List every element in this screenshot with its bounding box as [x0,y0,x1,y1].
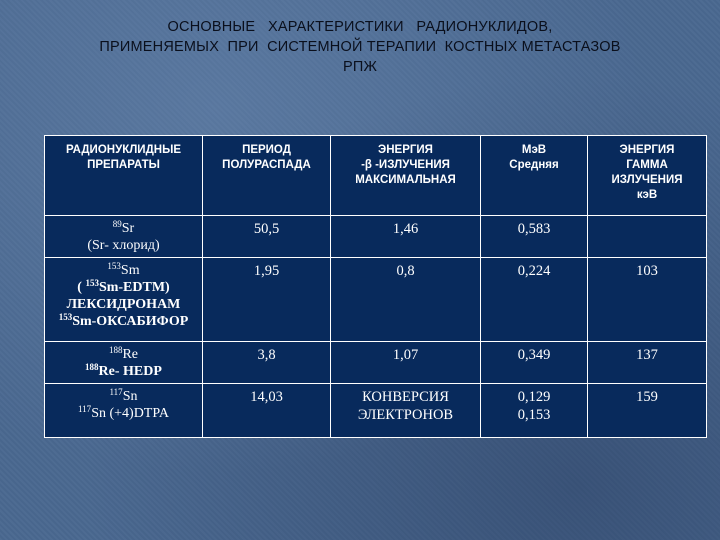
gamma-energy-cell [588,216,707,258]
half-life-cell: 50,5 [203,216,331,258]
header-text: кэВ [636,189,658,201]
drug-line [47,388,200,405]
gamma-energy-cell: 137 [588,342,707,384]
beta-max-value: КОНВЕРСИЯ [362,389,449,405]
isotope-mass-number: 188 [85,362,99,372]
gamma-energy-cell: 103 [588,258,707,342]
beta-mean-value: 0,349 [517,347,551,363]
isotope-mass-number: 153 [85,278,99,288]
table-row [45,384,707,438]
header-text: -β -ИЗЛУЧЕНИЯ [361,159,450,171]
drug-line [47,313,200,330]
drug-line [47,296,200,313]
beta-mean-value: 0,153 [517,407,551,423]
header-cell [45,136,203,216]
beta-max-value: 1,07 [392,347,419,363]
beta-mean-cell [481,342,588,384]
title-line-1: ОСНОВНЫЕ ХАРАКТЕРИСТИКИ РАДИОНУКЛИДОВ, [167,19,553,35]
header-text: РАДИОНУКЛИДНЫЕ [65,144,182,156]
drug-line [47,220,200,237]
beta-mean-value: 0,129 [517,389,551,405]
drug-line [47,279,200,296]
drug-cell [45,342,203,384]
isotope-mass-number: 117 [109,387,123,397]
isotope-mass-number: 153 [58,312,73,322]
radionuclide-table [44,135,707,438]
beta-mean-value: 0,224 [517,263,551,279]
isotope-mass-number: 153 [107,261,121,271]
drug-line [47,262,200,279]
title-line-2: ПРИМЕНЯЕМЫХ ПРИ СИСТЕМНОЙ ТЕРАПИИ КОСТНЫХ МЕТАСТАЗОВ [99,39,621,55]
slide-title [0,17,720,77]
table-row [45,216,707,258]
drug-text: Sm [120,263,140,278]
drug-text: Sn (+4)DTPA [91,406,169,421]
half-life-cell: 3,8 [203,342,331,384]
header-text: Средняя [509,159,559,171]
beta-mean-value: 0,583 [517,221,551,237]
isotope-mass-number: 117 [78,404,92,414]
header-cell [331,136,481,216]
drug-line [47,346,200,363]
header-text: ПЕРИОД [242,144,291,156]
beta-max-value: 1,46 [392,221,419,237]
header-text: МАКСИМАЛЬНАЯ [355,174,456,186]
table-row [45,342,707,384]
header-row [45,136,707,216]
header-cell [481,136,588,216]
drug-text: ЛЕКСИДРОНАМ [66,297,181,312]
beta-max-value: 0,8 [396,263,415,279]
isotope-mass-number: 89 [112,219,122,229]
header-text: ИЗЛУЧЕНИЯ [611,174,683,186]
header-text: ПРЕПАРАТЫ [87,159,160,171]
title-line-3: РПЖ [342,59,378,75]
half-life-cell: 1,95 [203,258,331,342]
isotope-mass-number: 188 [108,345,123,355]
half-life-cell: 14,03 [203,384,331,438]
drug-cell [45,216,203,258]
drug-line [47,405,200,422]
drug-text: Sm-EDTM) [98,280,170,295]
drug-cell [45,384,203,438]
drug-cell [45,258,203,342]
drug-text: (Sr- хлорид) [87,238,160,253]
beta-mean-cell [481,258,588,342]
beta-mean-cell [481,216,588,258]
drug-text: Sm-ОКСАБИФОР [72,314,189,329]
beta-max-cell [331,342,481,384]
table-row [45,258,707,342]
drug-text: Re- HEDP [98,364,162,379]
drug-text: Re [122,347,139,362]
header-cell [588,136,707,216]
drug-text: Sn [122,389,138,404]
beta-mean-cell [481,384,588,438]
drug-prefix: ( [77,280,86,295]
beta-max-value: ЭЛЕКТРОНОВ [357,407,454,423]
header-text: МэВ [521,144,547,156]
drug-line [47,237,200,254]
header-text: ГАММА [626,159,668,171]
gamma-energy-cell: 159 [588,384,707,438]
beta-max-cell [331,384,481,438]
beta-max-cell [331,258,481,342]
drug-line [47,363,200,380]
beta-max-cell [331,216,481,258]
drug-text: Sr [121,221,135,236]
header-text: ЭНЕРГИЯ [378,144,433,156]
header-cell [203,136,331,216]
header-text: ЭНЕРГИЯ [619,144,675,156]
header-text: ПОЛУРАСПАДА [222,159,311,171]
